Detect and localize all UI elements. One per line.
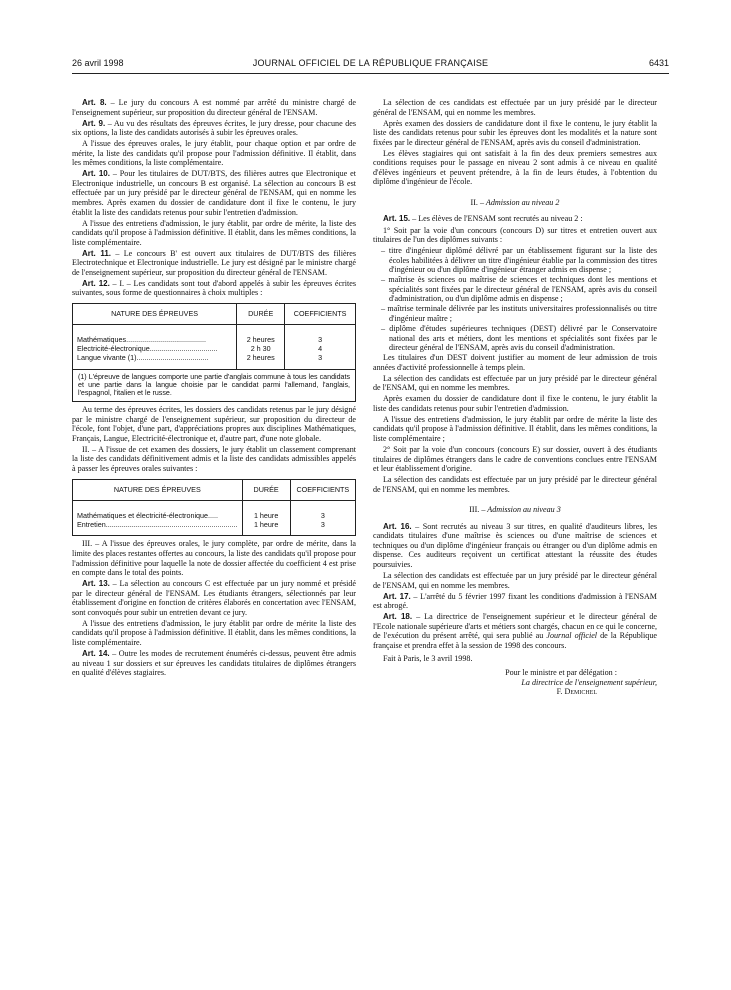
article-11: Art. 11. – Le concours B' est ouvert aux titulaires de DUT/BTS des filières Electrotechnique et Electronique industrielle. Le jury est désigné par le ministre chargé de l'enseignement supérieur, sur proposition du directeur général de l'ENSAM. — [72, 248, 356, 277]
paragraph: 2° Soit par la voie d'un concours (concours E) sur dossier, ouvert à des étudiants titulaires de diplômes étrangers dans le cadre de conventions conclues entre l'ENSAM et leur établissement d'origine. — [373, 445, 657, 474]
article-18: Art. 18. – La directrice de l'enseignement supérieur et le directeur général de l'Ecole nationale supérieure d'arts et métiers sont chargés, chacun en ce qui le concerne, de l'exécution du présent arrêté, qui sera publié au Journal officiel de la République française et prendra effet à la session de 1998 des concours. — [373, 612, 657, 650]
article-9: Art. 9. – Au vu des résultats des épreuves écrites, le jury dresse, pour chacune des six options, la liste des candidats autorisés à subir les épreuves orales. — [72, 118, 356, 138]
table-footnote: (1) L'épreuve de langues comporte une partie d'anglais commune à tous les candidats et une partie dans la langue choisie par le candidat parmi l'allemand, l'anglais, l'espagnol, l'italien et le russe. — [73, 369, 356, 402]
article-10-paragraph: A l'issue des entretiens d'admission, le jury établit, par ordre de mérite, la liste des candidats qu'il propose à l'admission définitive. Il établit, dans les mêmes conditions, la liste complémentaire. — [72, 218, 356, 247]
journal-title: JOURNAL OFFICIEL DE LA RÉPUBLIQUE FRANÇAISE — [252, 58, 489, 68]
list-item: – maîtrise terminale délivrée par les instituts universitaires professionnalisés ou titre d'ingénieur maître ; — [381, 304, 657, 323]
table-cell: 2 heures — [237, 354, 285, 369]
table-row — [73, 325, 356, 345]
issue-date: 26 avril 1998 — [72, 58, 124, 68]
article-14: Art. 14. – Outre les modes de recrutement énumérés ci-dessus, peuvent être admis au niveau 1 sur dossiers et sur épreuves les candidats titulaires de diplômes étrangers en qualité d'élèves stagiaires. — [72, 649, 356, 678]
paragraph: La sélection des candidats est effectuée par un jury présidé par le directeur général de l'ENSAM, qui en nomme les membres. — [373, 475, 657, 494]
left-column — [72, 98, 356, 679]
table-header: COEFFICIENTS — [290, 479, 355, 501]
written-exams-table — [72, 303, 356, 402]
list-item: – diplôme d'études supérieures techniques (DEST) délivré par le Conservatoire national des arts et métiers, dont les mentions et spécialités sont fixées par le directeur général de l'ENSAM, après avis du conseil d'administration. — [381, 323, 657, 353]
table-cell: Electricité-électronique.................................. — [73, 345, 237, 354]
header-rule — [72, 73, 669, 74]
table-cell: 2 h 30 — [237, 345, 285, 354]
table-cell: 3 — [318, 335, 323, 345]
paragraph: La sélection de ces candidats est effectuée par un jury présidé par le directeur général de l'ENSAM, qui en nomme les membres. — [373, 98, 657, 117]
table-row — [73, 354, 356, 369]
table-cell: 1 heure — [242, 501, 290, 521]
table-row — [73, 521, 356, 536]
article-13: Art. 13. – La sélection au concours C est effectuée par un jury nommé et présidé par le directeur général de l'ENSAM. Les étudiants étrangers, sélectionnés par leur établissement d'origine en fonction de critères élaborés en concertation avec l'ENSAM, sont convoqués pour subir un entretien devant ce jury. — [72, 579, 356, 617]
article-15-item-1: 1° Soit par la voie d'un concours (concours D) sur titres et entretien ouvert aux titulaires de l'un des diplômes suivants : — [373, 225, 657, 245]
article-8: Art. 8. – Le jury du concours A est nommé par arrêté du ministre chargé de l'enseignement supérieur, sur proposition du directeur général de l'ENSAM. — [72, 98, 356, 117]
table-cell: Mathématiques........................................ — [73, 325, 237, 345]
table-header: DURÉE — [237, 303, 285, 325]
oral-exams-table — [72, 479, 356, 537]
table-cell: Langue vivante (1).................................... — [73, 354, 237, 369]
list-item: – titre d'ingénieur diplômé délivré par un établissement figurant sur la liste des écoles habilitées à délivrer un titre d'ingénieur établie par la commission des titres d'ingénieur ou d'un diplôme d'ingénieur étranger admis en dispense ; — [381, 246, 657, 275]
signature-line: Pour le ministre et par délégation : — [505, 667, 617, 677]
signature-name: F. Demichel — [556, 687, 597, 697]
section-heading-2: II. – Admission au niveau 2 — [470, 197, 560, 207]
article-17: Art. 17. – L'arrêté du 5 février 1997 fixant les conditions d'admission à l'ENSAM est abrogé. — [373, 591, 657, 611]
paragraph: Après examen du dossier de candidature dont il fixe le contenu, le jury établit la liste des candidats retenus pour subir l'entretien d'admission. — [373, 394, 657, 413]
page-number: 6431 — [648, 58, 669, 68]
paragraph: La sélection des candidats est effectuée par un jury présidé par le directeur général de l'ENSAM, qui en nomme les membres. — [373, 373, 657, 393]
list-item: – maîtrise ès sciences ou maîtrise de sciences et techniques dont les mentions et spécialités sont fixées par le directeur général de l'ENSAM, après avis du conseil d'administration, ou d'un diplôme admis en dispense ; — [381, 275, 657, 304]
table-cell: Entretien.................................................................. — [73, 521, 243, 536]
part-2: II. – A l'issue de cet examen des dossiers, le jury établit un classement comprenant la liste des candidats définitivement admis et la liste des candidats admissibles appelés à passer les épreuves orales suivantes : — [72, 444, 356, 473]
paragraph: Les titulaires d'un DEST doivent justifier au moment de leur admission de trois années d'activité professionnelle à temps plein. — [373, 353, 657, 372]
article-9-paragraph: A l'issue des épreuves orales, le jury établit, pour chaque option et par ordre de mérite, la liste des candidats qu'il propose pour l'admission définitive. Il établit, dans les mêmes conditions, la liste complémentaire. — [72, 139, 356, 168]
article-16-paragraph: La sélection des candidats est effectuée par un jury présidé par le directeur général de l'ENSAM, qui en nomme les membres. — [373, 571, 657, 590]
table-row — [73, 501, 356, 521]
signature-date: Fait à Paris, le 3 avril 1998. — [383, 654, 473, 664]
table-cell: 3 — [320, 519, 325, 529]
right-column — [373, 98, 657, 697]
article-12: Art. 12. – I. – Les candidats sont tout d'abord appelés à subir les épreuves écrites suivantes, sous forme de questionnaires à choix multiples : — [72, 278, 356, 298]
paragraph: Après examen des dossiers de candidature dont il fixe le contenu, le jury établit la liste des candidats retenus pour subir les épreuves dont les modalités et la nature sont fixées par le directeur général de l'ENSAM, après avis du conseil d'administration. — [373, 118, 657, 147]
table-header: DURÉE — [242, 479, 290, 501]
table-header: COEFFICIENTS — [285, 303, 356, 325]
after-written-exams: Au terme des épreuves écrites, les dossiers des candidats retenus par le jury désigné par le ministre chargé de l'enseignement supérieur, sur proposition du directeur de l'école, font l'objet, d'une part, d'appréciations propres aux disciplines Mathématiques, Français, Langue, Electricité-électronique et, d'autre part, d'une note globale. — [72, 405, 356, 443]
table-header: NATURE DES ÉPREUVES — [73, 479, 243, 501]
article-15: Art. 15. – Les élèves de l'ENSAM sont recrutés au niveau 2 : — [383, 214, 583, 224]
signature-block — [373, 668, 657, 697]
paragraph: A l'issue des entretiens d'admission, le jury établit par ordre de mérite la liste des candidats qu'il propose à l'admission définitive. Il établit, dans les mêmes conditions, la liste complémentaire ; — [373, 414, 657, 443]
article-13-paragraph: A l'issue des entretiens d'admission, le jury établit par ordre de mérite la liste des candidats qu'il propose à l'admission définitive. Il établit, dans les mêmes conditions, la liste complémentaire. — [72, 618, 356, 647]
table-cell: Mathématiques et électricité-électronique..... — [73, 501, 243, 521]
table-cell: 3 — [318, 352, 323, 362]
article-10: Art. 10. – Pour les titulaires de DUT/BTS, des filières autres que Electronique et Electronique industrielle, un concours B est organisé. La sélection au concours B est effectuée par un jury présidé par le directeur général de l'ENSAM, qui en nomme les membres. Après examen du dossier de candidature dont il fixe le contenu, le jury établit la liste des candidats retenus pour subir l'entretien d'admission. — [72, 169, 356, 217]
table-cell: 4 — [318, 344, 323, 354]
table-header: NATURE DES ÉPREUVES — [73, 303, 237, 325]
signature-title: La directrice de l'enseignement supérieur, — [521, 677, 657, 687]
table-cell: 1 heure — [242, 521, 290, 536]
section-heading-3: III. – Admission au niveau 3 — [469, 505, 561, 515]
table-cell: 2 heures — [237, 325, 285, 345]
page-header — [72, 58, 669, 70]
paragraph: Les élèves stagiaires qui ont satisfait à la fin des deux premiers semestres aux conditions requises pour le passage en niveau 2 sont admis à ce niveau en qualité d'élèves ingénieurs et peuvent prétendre, à la fin de leurs études, à l'obtention du diplôme d'ingénieur de l'école. — [373, 148, 657, 187]
part-3: III. – A l'issue des épreuves orales, le jury complète, par ordre de mérite, dans la limite des places restantes offertes au concours, la liste des candidats qu'il propose pour l'admission définitive pour laquelle la note de dossier affectée du coefficient 4 est prise en compte dans le total des points. — [72, 539, 356, 578]
table-cell: 3 — [320, 511, 325, 521]
article-16: Art. 16. – Sont recrutés au niveau 3 sur titres, en qualité d'auditeurs libres, les candidats titulaires d'une maîtrise ès sciences ou d'une maîtrise de sciences et techniques ou d'un diplôme d'ingénieur français ou étranger ou d'un diplôme admis en dispense. Ces auditeurs reçoivent un certificat attestant la réussite des études poursuivies. — [373, 521, 657, 570]
